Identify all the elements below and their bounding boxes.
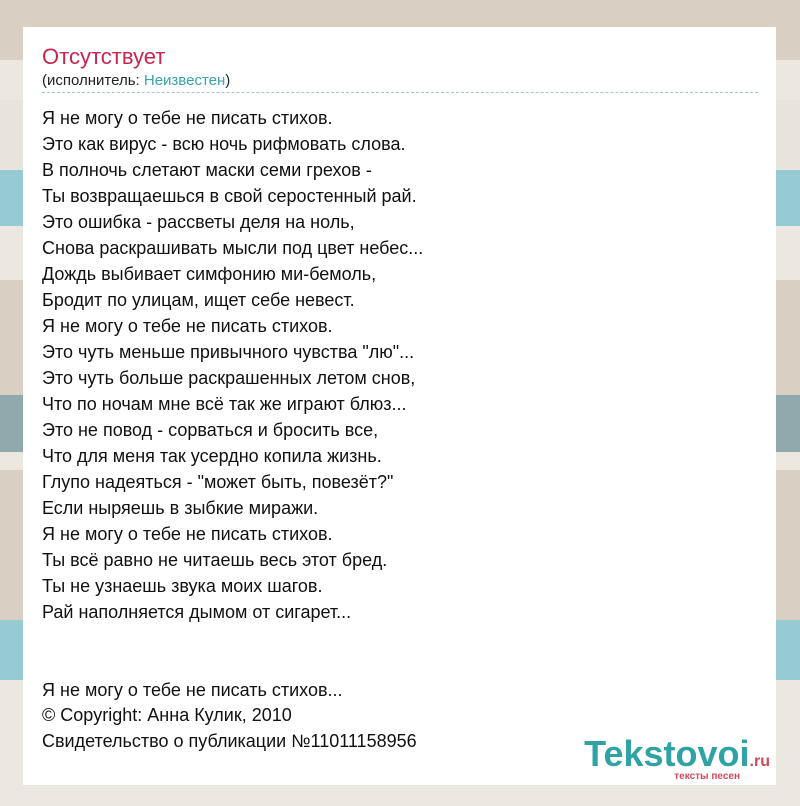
lyric-line: Ты возвращаешься в свой серостенный рай. [42, 186, 417, 206]
lyric-line: Это не повод - сорваться и бросить все, [42, 420, 379, 440]
performer-link[interactable]: Неизвестен [143, 72, 226, 89]
lyric-line: Это чуть больше раскрашенных летом снов, [42, 368, 416, 388]
stanza-gap [42, 625, 423, 677]
performer-line [42, 72, 230, 89]
lyric-line: Глупо надеяться - "может быть, повезёт?" [42, 472, 394, 492]
divider [42, 92, 758, 93]
logo-brand: Tekstovoi [584, 733, 750, 774]
song-title: Отсутствует [42, 44, 166, 69]
site-logo[interactable] [584, 733, 770, 782]
lyric-line: Это чуть меньше привычного чувства "лю"... [42, 342, 415, 362]
lyric-line: Ты всё равно не читаешь весь этот бред. [42, 550, 388, 570]
lyric-line: Дождь выбивает симфонию ми-бемоль, [42, 264, 377, 284]
logo-tagline: тексты песен [674, 771, 740, 782]
lyric-line: Я не могу о тебе не писать стихов. [42, 108, 333, 128]
certificate-text: Свидетельство о публикации №11011158956 [42, 731, 417, 751]
lyric-line: В полночь слетают маски семи грехов - [42, 160, 372, 180]
performer-prefix: (исполнитель: [42, 72, 144, 89]
lyric-line: Что для меня так усердно копила жизнь. [42, 446, 382, 466]
lyric-line: Я не могу о тебе не писать стихов. [42, 524, 333, 544]
lyric-line: Я не могу о тебе не писать стихов. [42, 316, 333, 336]
lyric-line: Ты не узнаешь звука моих шагов. [42, 576, 323, 596]
lyric-line: Снова раскрашивать мысли под цвет небес... [42, 238, 424, 258]
lyric-line: Что по ночам мне всё так же играют блюз... [42, 394, 407, 414]
lyric-line: Если ныряешь в зыбкие миражи. [42, 498, 319, 518]
lyric-line: Это как вирус - всю ночь рифмовать слова. [42, 134, 406, 154]
lyrics-card [23, 27, 776, 785]
copyright-text: © Copyright: Анна Кулик, 2010 [42, 705, 292, 725]
lyric-line: Я не могу о тебе не писать стихов... [42, 680, 343, 700]
lyric-line: Бродит по улицам, ищет себе невест. [42, 290, 355, 310]
lyric-line: Рай наполняется дымом от сигарет... [42, 602, 352, 622]
logo-tld: .ru [749, 753, 770, 770]
lyrics-text [42, 105, 423, 703]
performer-suffix: ) [225, 72, 231, 89]
copyright-block [42, 702, 417, 754]
lyric-line: Это ошибка - рассветы деля на ноль, [42, 212, 355, 232]
